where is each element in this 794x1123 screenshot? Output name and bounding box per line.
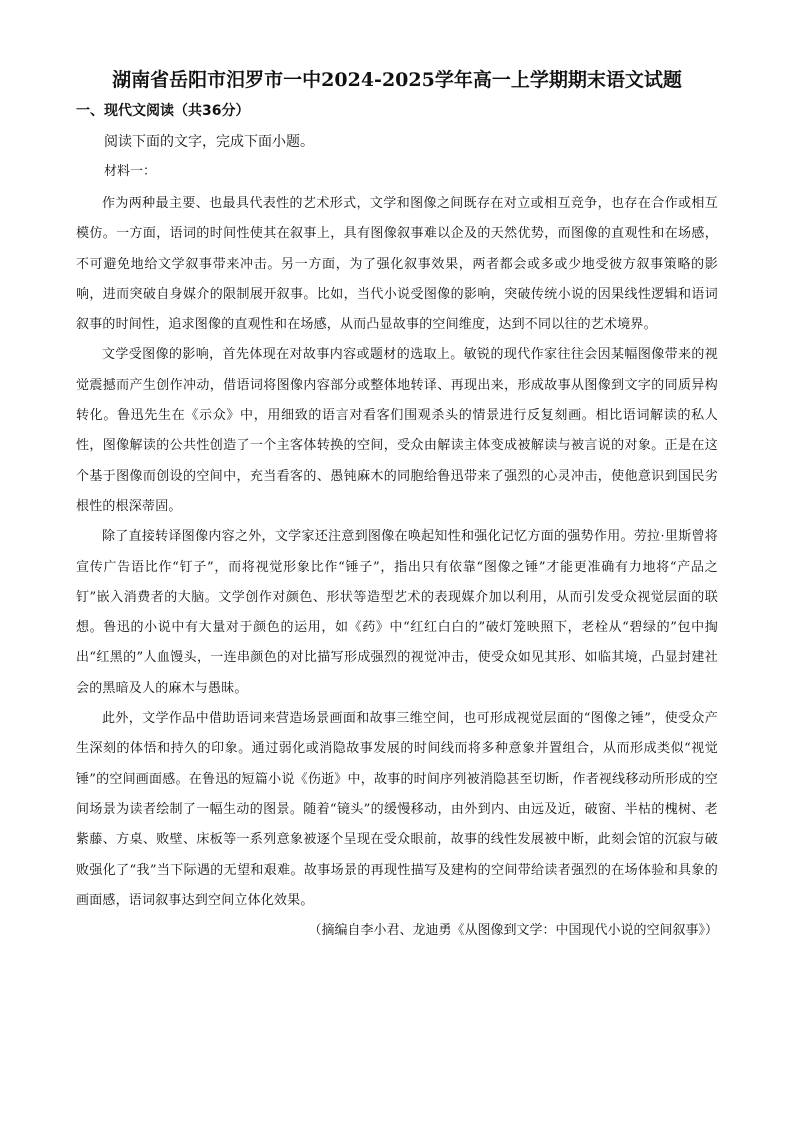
section-heading: 一、现代文阅读（共36分） (76, 103, 250, 119)
paragraph-1: 作为两种最主要、也最具代表性的艺术形式，文学和图像之间既存在对立或相互竞争，也存在合作或相互模仿。一方面，语词的时间性使其在叙事上，具有图像叙事难以企及的天然优势，而图像的直观性和在场感，不可避免地给文学叙事带来冲击。另一方面，为了强化叙事效果，两者都会或多或少地受彼方叙事策略的影响，进而突破自身媒介的限制展开叙事。比如，当代小说受图像的影响，突破传统小说的因果线性逻辑和语词叙事的时间性，追求图像的直观性和在场感，从而凸显故事的空间维度，达到不同以往的艺术境界。 (76, 196, 718, 333)
paragraph-2: 文学受图像的影响，首先体现在对故事内容或题材的选取上。敏锐的现代作家往往会因某幅图像带来的视觉震撼而产生创作冲动，借语词将图像内容部分或整体地转译、再现出来，形成故事从图像到文字的同质异构转化。鲁迅先生在《示众》中，用细致的语言对看客们围观杀头的情景进行反复刻画。相比语词解读的私人性，图像解读的公共性创造了一个主客体转换的空间，受众由解读主体变成被解读与被言说的对象。正是在这个基于图像而创设的空间中，充当看客的、愚钝麻木的同胞给鲁迅带来了强烈的心灵冲击，使他意识到国民劣根性的根深蒂固。 (76, 347, 718, 514)
paragraph-4: 此外，文学作品中借助语词来营造场景画面和故事三维空间，也可形成视觉层面的“图像之锤”，使受众产生深刻的体悟和持久的印象。通过弱化或消隐故事发展的时间线而将多种意象并置组合，从而形成类似“视觉锤”的空间画面感。在鲁迅的短篇小说《伤逝》中，故事的时间序列被消隐甚至切断，作者视线移动所形成的空间场景为读者绘制了一幅生动的图景。随着“镜头”的缓慢移动，由外到内、由远及近，破窗、半枯的槐树、老紫藤、方桌、败壁、床板等一系列意象被逐个呈现在受众眼前，故事的线性发展被中断，此刻会馆的沉寂与破败强化了“我”当下际遇的无望和艰难。故事场景的再现性描写及建构的空间带给读者强烈的在场体验和具象的画面感，语词叙事达到空间立体化效果。 (76, 711, 718, 908)
exam-title: 湖南省岳阳市汨罗市一中2024-2025学年高一上学期期末语文试题 (112, 69, 682, 91)
material-label: 材料一： (104, 164, 157, 179)
paragraph-3: 除了直接转译图像内容之外，文学家还注意到图像在唤起知性和强化记忆方面的强势作用。劳拉·里斯曾将宣传广告语比作“钉子”，而将视觉形象比作“锤子”，指出只有依靠“图像之锤”才能更准确有力地将“产品之钉”嵌入消费者的大脑。文学创作对颜色、形状等造型艺术的表现媒介加以利用，从而引发受众视觉层面的联想。鲁迅的小说中有大量对于颜色的运用，如《药》中“红红白白的”破灯笼映照下，老栓从“碧绿的”包中掏出“红黑的”人血馒头，一连串颜色的对比描写形成强烈的视觉冲击，使受众如见其形、如临其境，凸显封建社会的黑暗及人的麻木与愚昧。 (76, 529, 718, 696)
source-citation: （摘编自李小君、龙迪勇《从图像到文学：中国现代小说的空间叙事》） (308, 923, 718, 939)
reading-instruction: 阅读下面的文字，完成下面小题。 (104, 134, 314, 150)
